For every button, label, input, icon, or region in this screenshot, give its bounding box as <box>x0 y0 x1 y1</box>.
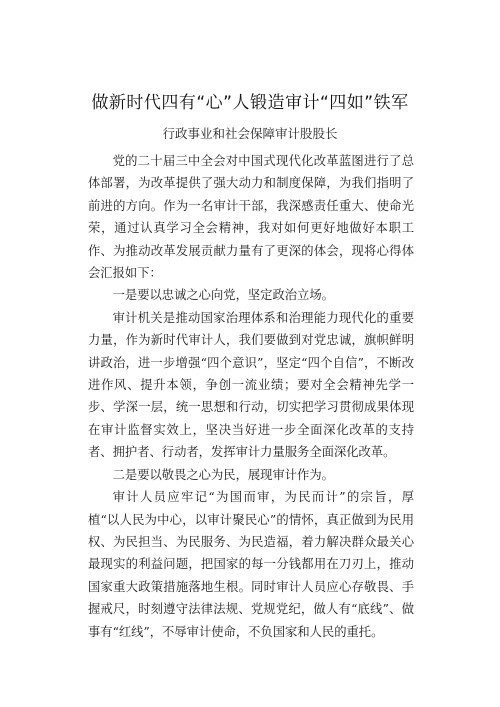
document-body <box>88 150 414 643</box>
people-paragraph: 审计人员应牢记“为国而审，为民而计”的宗旨，厚植“以人民为中心，以审计聚民心”的情怀，真正做到为民用权、为民担当、为民服务、为民造福，着力解决群众最关心最现实的利益问题，把国家的每一分钱都用在刀刃上，推动国家重大政策措施落地生根。同时审计人员应心存敬畏、手握戒尺，时刻遵守法律法规、党规党纪，做人有“底线”、做事有“红线”，不辱审计使命，不负国家和人民的重托。 <box>88 490 414 639</box>
document-subtitle: 行政事业和社会保障审计股股长 <box>162 126 338 141</box>
section-heading-loyalty: 一是要以忠诚之心向党，坚定政治立场。 <box>112 288 334 303</box>
loyalty-paragraph: 审计机关是推动国家治理体系和治理能力现代化的重要力量，作为新时代审计人，我们要做到对党忠诚，旗帜鲜明讲政治，进一步增强“四个意识”，坚定“四个自信”，不断改进作风、提升本领，争创一流业绩；要对全会精神先学一步、学深一层，统一思想和行动，切实把学习贯彻成果体现在审计监督实效上，坚决当好进一步全面深化改革的支持者、拥护者、行动者，发挥审计力量服务全面深化改革。 <box>88 310 414 460</box>
intro-paragraph: 党的二十届三中全会对中国式现代化改革蓝图进行了总体部署，为改革提供了强大动力和制度保障，为我们指明了前进的方向。作为一名审计干部，我深感责任重大、使命光荣，通过认真学习全会精神，我对如何更好地做好本职工作、为推动改革发展贡献力量有了更深的体会，现将心得体会汇报如下： <box>88 154 414 281</box>
document-title: 做新时代四有“心”人锻造审计“四如”铁军 <box>91 93 409 113</box>
section-heading-people: 二是要以敬畏之心为民，展现审计作为。 <box>112 467 334 482</box>
